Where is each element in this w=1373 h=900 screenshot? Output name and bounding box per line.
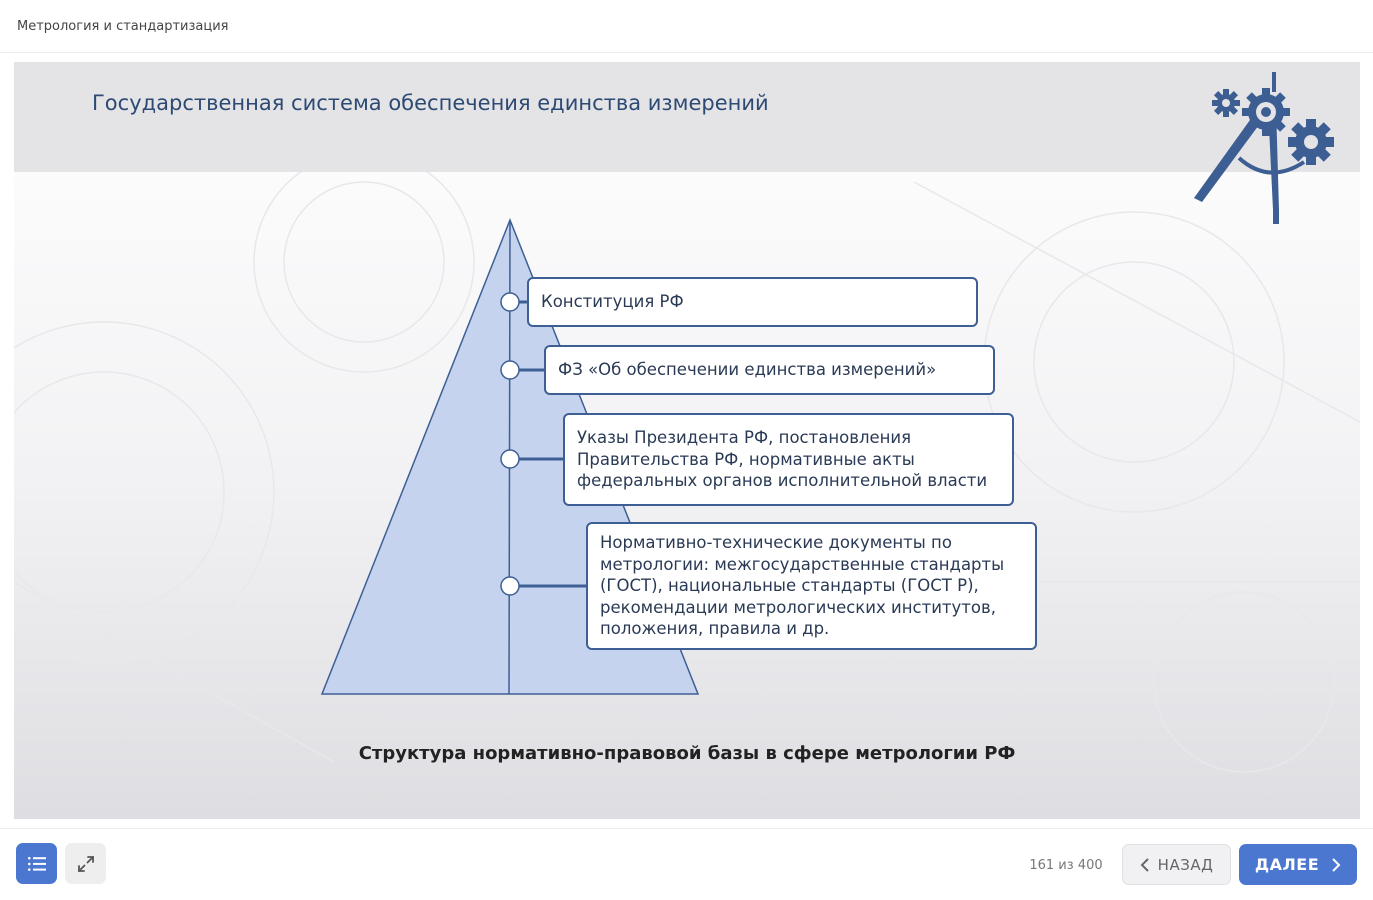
expand-icon bbox=[77, 855, 95, 873]
next-button[interactable] bbox=[1239, 844, 1357, 885]
slide bbox=[14, 62, 1360, 819]
fullscreen-button[interactable] bbox=[65, 843, 106, 884]
pyramid-level-2: ФЗ «Об обеспечении единства измерений» bbox=[544, 345, 995, 395]
pyramid-level-1: Конституция РФ bbox=[527, 277, 978, 327]
footer-bar bbox=[0, 828, 1373, 900]
back-button[interactable] bbox=[1122, 844, 1231, 885]
back-button-label: НАЗАД bbox=[1157, 855, 1214, 874]
list-icon bbox=[28, 857, 46, 871]
chevron-left-icon bbox=[1140, 858, 1150, 872]
chevron-right-icon bbox=[1331, 858, 1341, 872]
level-marker bbox=[501, 361, 519, 379]
menu-button[interactable] bbox=[16, 843, 57, 884]
next-button-label: ДАЛЕЕ bbox=[1254, 855, 1320, 874]
course-title: Метрология и стандартизация bbox=[17, 19, 229, 34]
level-marker bbox=[501, 293, 519, 311]
top-bar bbox=[0, 0, 1373, 53]
pyramid-level-3: Указы Президента РФ, постановления Правительства РФ, нормативные акты федеральных органов исполнительной власти bbox=[563, 413, 1014, 506]
level-marker bbox=[501, 450, 519, 468]
slide-caption: Структура нормативно-правовой базы в сфере метрологии РФ bbox=[358, 743, 1016, 764]
pyramid-level-4: Нормативно-технические документы по метрологии: межгосударственные стандарты (ГОСТ), национальные стандарты (ГОСТ Р), рекомендации метрологических институтов, положения, правила и др. bbox=[586, 522, 1037, 650]
level-marker bbox=[501, 577, 519, 595]
page-counter: 161 из 400 bbox=[1029, 858, 1103, 873]
slide-title: Государственная система обеспечения единства измерений bbox=[92, 91, 769, 115]
